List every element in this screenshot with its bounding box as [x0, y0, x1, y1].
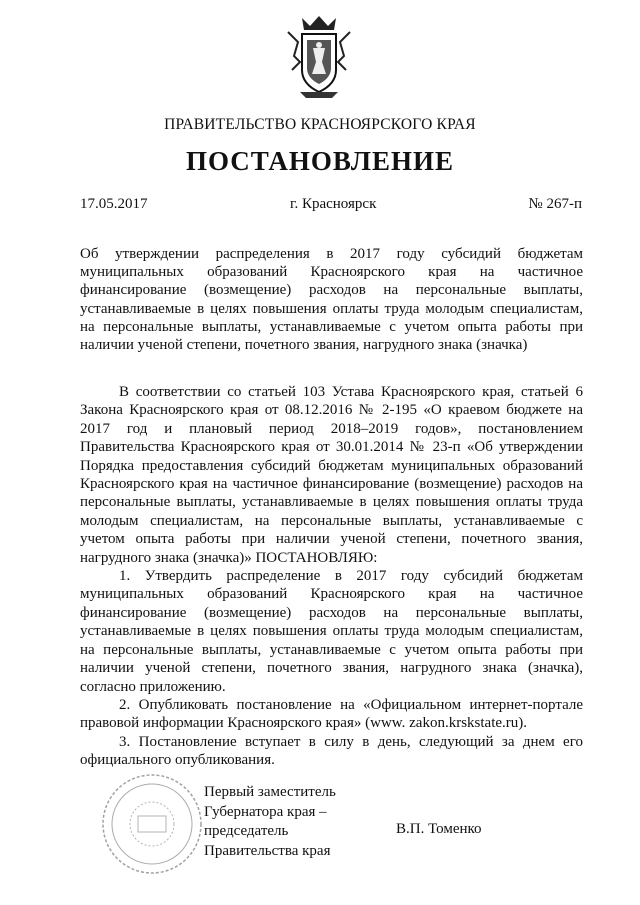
- signatory-position-line: Первый заместитель: [204, 784, 336, 800]
- document-city: г. Красноярск: [290, 196, 377, 212]
- resolution-item: 2. Опубликовать постановление на «Официальном интернет-портале правовой информации Красноярского края» (www. zakon.krskstate.ru).: [80, 696, 583, 732]
- government-heading: ПРАВИТЕЛЬСТВО КРАСНОЯРСКОГО КРАЯ: [164, 116, 476, 133]
- signatory-position-line: председатель: [204, 823, 289, 839]
- document-subject: Об утверждении распределения в 2017 году субсидий бюджетам муниципальных образований Красноярского края на частичное финансирование (возмещение) расходов на персональные выплаты, устанавливаемые в целях повышения оплаты труда молодым специалистам, на персональные выплаты, устанавливаемые с учетом опыта работы при наличии ученой степени, почетного звания, нагрудного знака (значка): [80, 246, 583, 354]
- signatory-position-line: Губернатора края –: [204, 803, 327, 820]
- preamble-paragraph: В соответствии со статьей 103 Устава Красноярского края, статьей 6 Закона Красноярского края от 08.12.2016 № 2-195 «О краевом бюджете на 2017 год и плановый период 2018–2019 годов», постановлением Правительства Красноярского края от 30.01.2014 № 23-п «Об утверждении Порядка предоставления субсидий бюджетам муниципальных образований Красноярского края на частичное финансирование (возмещение) расходов на персональные выплаты, устанавливаемые в целях повышения оплаты труда молодым специалистам, на персональные выплаты, устанавливаемые с учетом опыта работы при наличии ученой степени, почетного звания, нагрудного знака (значка)» ПОСТАНОВЛЯЮ:: [80, 384, 583, 566]
- coat-of-arms-emblem: [282, 12, 356, 100]
- document-date: 17.05.2017: [80, 196, 148, 212]
- document-title: ПОСТАНОВЛЕНИЕ: [185, 146, 455, 176]
- resolution-item: 1. Утвердить распределение в 2017 году субсидий бюджетам муниципальных образований Красноярского края на частичное финансирование (возмещение) расходов на персональные выплаты, устанавливаемые в целях повышения оплаты труда молодым специалистам, на персональные выплаты, устанавливаемые с учетом опыта работы при наличии ученой степени, почетного звания, нагрудного знака (значка), согласно приложению.: [80, 568, 583, 695]
- document-number: № 267-п: [528, 196, 582, 212]
- signatory-position-line: Правительства края: [204, 842, 331, 859]
- resolution-item: 3. Постановление вступает в силу в день, следующий за днем его официального опубликования.: [80, 733, 583, 769]
- signatory-name: В.П. Томенко: [396, 821, 482, 837]
- document-body: [80, 383, 583, 770]
- official-stamp: [100, 772, 204, 876]
- signatory-position: [204, 783, 336, 861]
